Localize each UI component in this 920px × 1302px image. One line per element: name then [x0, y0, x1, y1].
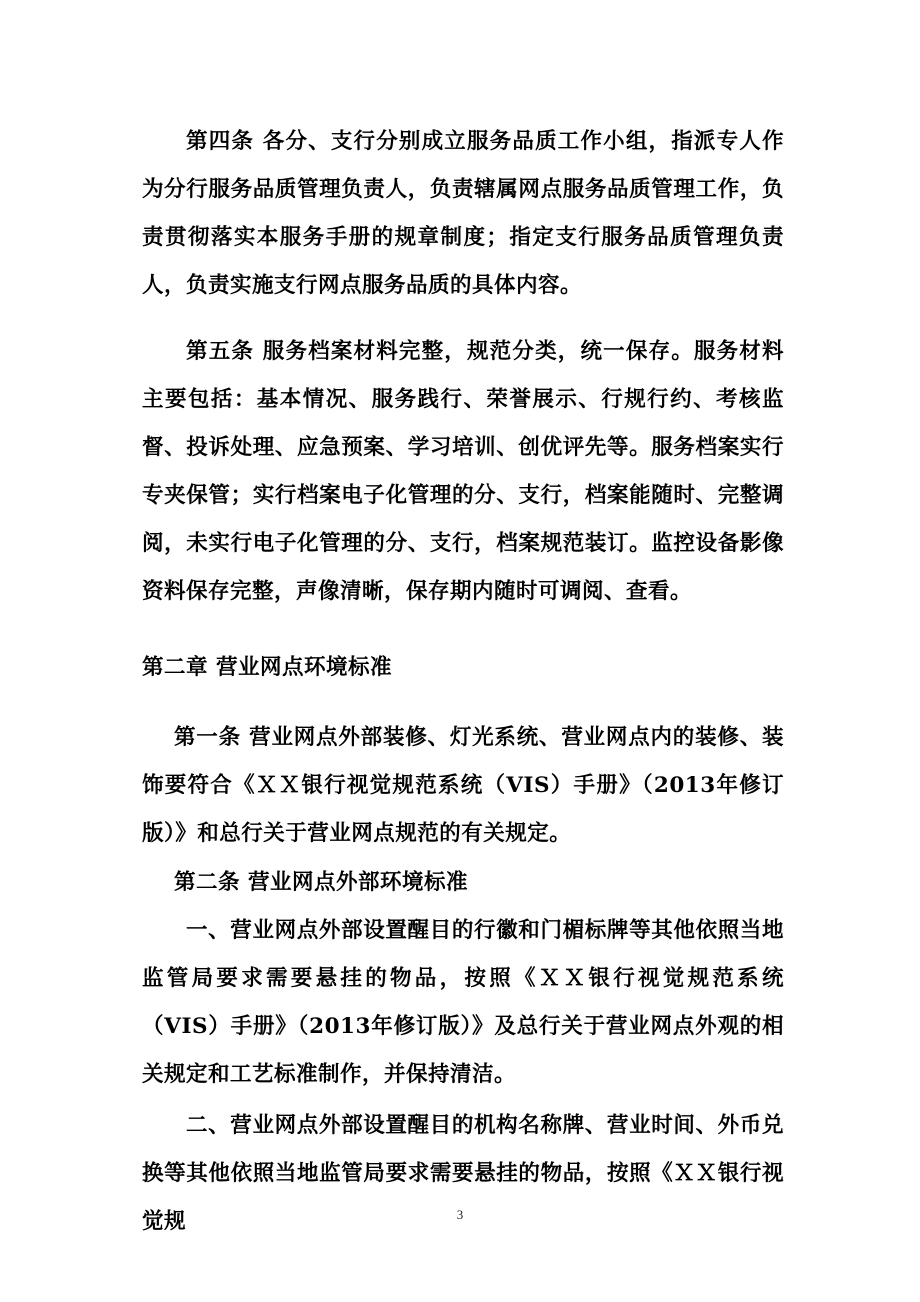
article-2-heading: 第二条 营业网点外部环境标准	[174, 870, 468, 895]
page-number: 3	[456, 1207, 464, 1222]
article-1-paragraph: 第一条 营业网点外部装修、灯光系统、营业网点内的装修、装饰要符合《ＸＸ银行视觉规范系统（VIS）手册》（2013年修订版）》和总行关于营业网点规范的有关规定。	[142, 725, 784, 846]
item-2-paragraph: 二、营业网点外部设置醒目的机构名称牌、营业时间、外币兑换等其他依照当地监管局要求需要悬挂的物品，按照《ＸＸ银行视觉规	[142, 1113, 784, 1234]
article-5-paragraph: 第五条 服务档案材料完整，规范分类，统一保存。服务材料主要包括：基本情况、服务践行、荣誉展示、行规行约、考核监督、投诉处理、应急预案、学习培训、创优评先等。服务档案实行专夹保管；实行档案电子化管理的分、支行，档案能随时、完整调阅，未实行电子化管理的分、支行，档案规范装订。监控设备影像资料保存完整，声像清晰，保存期内随时可调阅、查看。	[142, 339, 784, 604]
article-4-paragraph: 第四条 各分、支行分别成立服务品质工作小组，指派专人作为分行服务品质管理负责人，负责辖属网点服务品质管理工作，负责贯彻落实本服务手册的规章制度；指定支行服务品质管理负责人，负责实施支行网点服务品质的具体内容。	[142, 129, 784, 298]
item-1-paragraph: 一、营业网点外部设置醒目的行徽和门楣标牌等其他依照当地监管局要求需要悬挂的物品，按照《ＸＸ银行视觉规范系统（VIS）手册》（2013年修订版）》及总行关于营业网点外观的相关规定和工艺标准制作，并保持清洁。	[142, 918, 784, 1087]
chapter-2-heading: 第二章 营业网点环境标准	[142, 655, 392, 680]
